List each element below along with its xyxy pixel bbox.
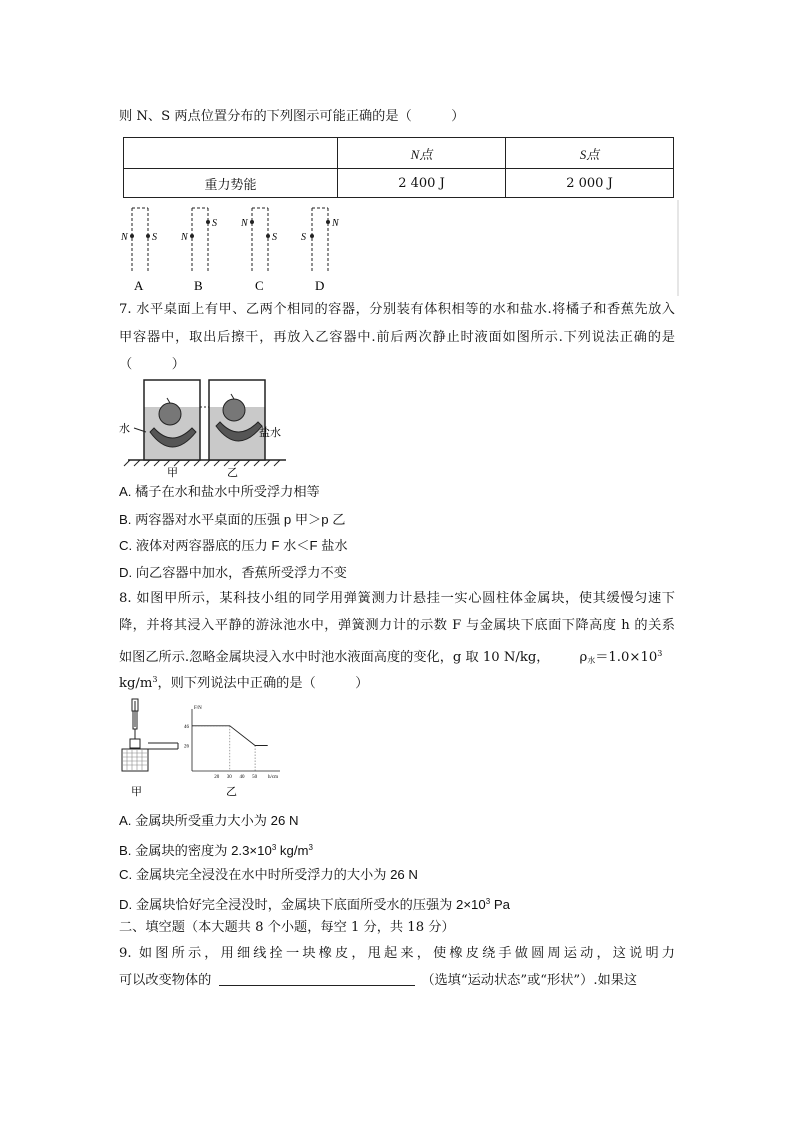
q8-option-d-exp: 3 <box>485 897 491 906</box>
q8-option-c: C. 金属块完全浸没在水中时所受浮力的大小为 26 N <box>119 867 418 882</box>
q8-option-b-text: B. 金属块的密度为 2.3×10 <box>119 843 272 858</box>
q6-b-right-label: S <box>212 218 217 229</box>
q8-chart-xtick-30: 30 <box>226 775 232 780</box>
q7-stem-line1: 7. 水平桌面上有甲、乙两个相同的容器，分别装有体积相等的水和盐水.将橘子和香蕉先放入 <box>119 302 675 317</box>
q7-label-jia: 甲 <box>167 467 178 479</box>
q8-option-b-unit: kg/m <box>276 843 309 858</box>
q8-figure <box>118 697 288 801</box>
q7-option-c: C. 液体对两容器底的压力 F 水＜F 盐水 <box>119 538 348 553</box>
q8-option-a: A. 金属块所受重力大小为 26 N <box>119 813 299 828</box>
q7-label-water: 水 <box>119 423 130 435</box>
q8-rho-value: ＝1.0×10 <box>595 650 658 665</box>
q6-choice-a: A <box>134 278 144 293</box>
q6-choice-d: D <box>315 278 325 293</box>
q9-stem-line2 <box>119 972 637 990</box>
q6-option-diagrams <box>118 200 688 296</box>
q8-rho-subscript: 水 <box>587 656 596 665</box>
q7-stem-line2: 甲容器中，取出后擦干，再放入乙容器中.前后两次静止时液面如图所示.下列说法正确的是 <box>119 330 675 345</box>
section-2-heading: 二、填空题（本大题共 8 个小题，每空 1 分，共 18 分） <box>119 920 455 935</box>
q8-chart <box>184 706 280 780</box>
q8-density-unit: kg/m <box>119 676 153 691</box>
q8-chart-xlabel: h/cm <box>268 775 278 780</box>
q8-chart-xtick-50: 50 <box>252 775 258 780</box>
q8-label-jia: 甲 <box>131 786 142 798</box>
q6-diagram-b <box>180 208 217 293</box>
q6-diagram-c <box>240 208 277 293</box>
q7-label-yi: 乙 <box>227 467 238 479</box>
q7-option-b: B. 两容器对水平桌面的压强 p 甲＞p 乙 <box>119 512 346 527</box>
q6-c-right-label: S <box>272 232 277 243</box>
q6-a-left-label: N <box>121 232 128 243</box>
q8-chart-xtick-40: 40 <box>239 775 245 780</box>
q8-option-d <box>119 893 510 914</box>
q8-chart-ytick-26: 26 <box>184 744 189 750</box>
table-header-s: S点 <box>506 138 674 169</box>
q8-option-d-text: D. 金属块恰好完全浸没时，金属块下底面所受水的压强为 2×10 <box>119 897 486 912</box>
q7-option-d: D. 向乙容器中加水，香蕉所受浮力不变 <box>119 565 347 580</box>
q7-option-a: A. 橘子在水和盐水中所受浮力相等 <box>119 484 320 499</box>
q8-stem-line1: 8. 如图甲所示，某科技小组的同学用弹簧测力计悬挂一实心圆柱体金属块，使其缓慢匀速下 <box>119 591 675 606</box>
q6-b-left-label: N <box>181 232 188 243</box>
q8-chart-ylabel: F/N <box>194 706 202 711</box>
q6-choice-c: C <box>255 278 264 293</box>
q6-c-left-label: N <box>241 218 248 229</box>
q8-density-unit-exponent: 3 <box>152 675 158 684</box>
q7-figure <box>116 376 296 480</box>
q9-stem-line2b: （选填“运动状态”或“形状”）.如果这 <box>421 973 638 988</box>
q6-choice-b: B <box>194 278 203 293</box>
table-corner-cell <box>124 138 338 169</box>
q6-d-right-label: N <box>332 218 339 229</box>
q8-label-yi: 乙 <box>226 786 237 798</box>
q8-chart-xtick-20: 20 <box>214 775 220 780</box>
q6-a-right-label: S <box>152 232 157 243</box>
q7-label-salt: 盐水 <box>259 427 281 439</box>
q8-stem-line2: 降，并将其浸入平静的游泳池水中，弹簧测力计的示数 F 与金属块下底面下降高度 h 的关系 <box>119 618 675 633</box>
table-s-value: 2 000 J <box>506 169 674 198</box>
potential-energy-table <box>123 137 674 198</box>
q8-stem-line3 <box>119 645 662 670</box>
q8-option-b-exp: 3 <box>271 843 277 852</box>
q8-stem-line3-text: 如图乙所示.忽略金属块浸入水中时池水液面高度的变化，g 取 10 N/kg， <box>119 650 550 665</box>
q8-chart-ytick-46: 46 <box>184 724 189 730</box>
table-row-label: 重力势能 <box>124 169 338 198</box>
table-n-value: 2 400 J <box>338 169 506 198</box>
q6-diagram-d <box>301 208 340 293</box>
q6-d-left-label: S <box>301 232 306 243</box>
q8-stem-line4-text: ，则下列说法中正确的是（ ） <box>157 676 369 691</box>
q8-option-b <box>119 839 313 860</box>
q6-lead: 则 N、S 两点位置分布的下列图示可能正确的是（ ） <box>119 109 465 124</box>
q7-stem-line3: （ ） <box>119 357 185 372</box>
q8-rho-exponent: 3 <box>657 649 663 658</box>
q8-stem-line4 <box>119 671 368 693</box>
q8-option-b-unit-exp: 3 <box>308 843 313 852</box>
q8-rho-symbol: ρ <box>579 650 588 665</box>
q9-stem-line1: 9. 如图所示，用细线拴一块橡皮，甩起来，使橡皮绕手做圆周运动，这说明力 <box>119 946 675 961</box>
q9-stem-line2a: 可以改变物体的 <box>119 973 212 988</box>
q9-answer-blank[interactable] <box>219 973 415 986</box>
q8-option-d-unit: Pa <box>490 897 510 912</box>
table-header-n: N点 <box>338 138 506 169</box>
q6-diagram-a <box>120 208 157 293</box>
